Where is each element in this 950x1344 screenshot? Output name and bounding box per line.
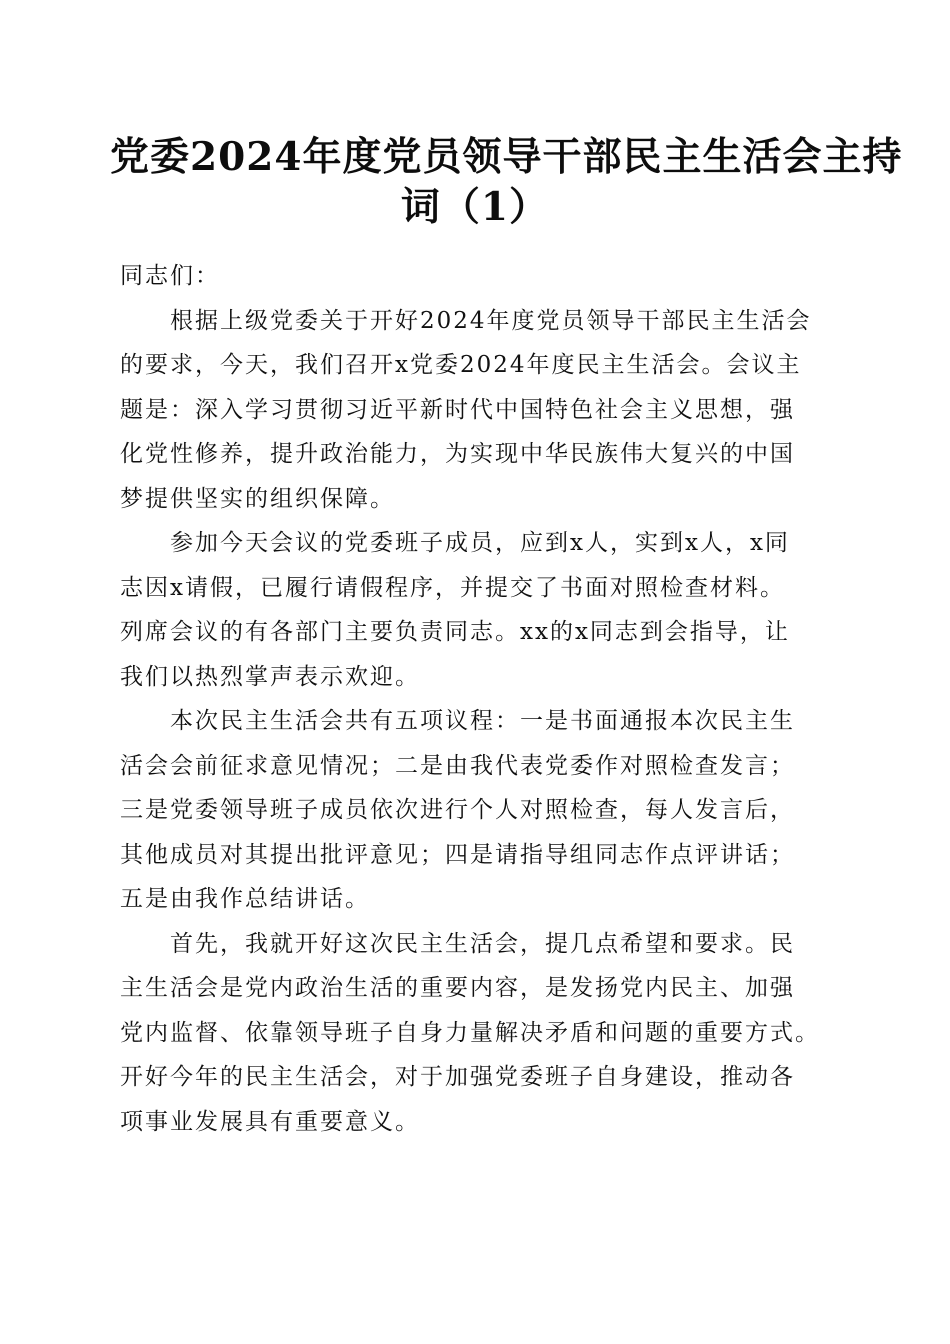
paragraph-line: 根据上级党委关于开好2024年度党员领导干部民主生活会 <box>170 307 812 334</box>
paragraph-line: 我们以热烈掌声表示欢迎。 <box>120 663 420 690</box>
paragraph-line: 主生活会是党内政治生活的重要内容，是发扬党内民主、加强 <box>120 975 795 1001</box>
document-title <box>110 132 903 232</box>
paragraph-line: 党内监督、依靠领导班子自身力量解决矛盾和问题的重要方式。 <box>120 1019 820 1046</box>
paragraph-line: 活会会前征求意见情况；二是由我代表党委作对照检查发言； <box>120 752 795 779</box>
paragraph-line: 三是党委领导班子成员依次进行个人对照检查，每人发言后， <box>120 797 795 823</box>
paragraph-line: 本次民主生活会共有五项议程：一是书面通报本次民主生 <box>170 708 795 734</box>
salutation: 同志们： <box>120 263 220 289</box>
paragraph-line: 项事业发展具有重要意义。 <box>120 1108 420 1135</box>
paragraph-line: 化党性修养，提升政治能力，为实现中华民族伟大复兴的中国 <box>120 441 795 467</box>
title-line-2: 词（1） <box>400 184 550 230</box>
paragraph-line: 首先，我就开好这次民主生活会，提几点希望和要求。民 <box>170 930 795 957</box>
paragraph-line: 题是：深入学习贯彻习近平新时代中国特色社会主义思想，强 <box>120 396 795 423</box>
paragraph-2 <box>120 521 840 699</box>
document-body <box>120 254 840 1144</box>
paragraph-1 <box>120 299 840 522</box>
title-line-1: 党委2024年度党员领导干部民主生活会主持 <box>110 134 903 180</box>
paragraph-line: 志因x请假，已履行请假程序，并提交了书面对照检查材料。 <box>120 574 785 601</box>
paragraph-line: 其他成员对其提出批评意见；四是请指导组同志作点评讲话； <box>120 841 795 868</box>
paragraph-line: 开好今年的民主生活会，对于加强党委班子自身建设，推动各 <box>120 1064 795 1090</box>
paragraph-line: 参加今天会议的党委班子成员，应到x人，实到x人，x同 <box>170 530 790 556</box>
paragraph-line: 五是由我作总结讲话。 <box>120 886 370 912</box>
paragraph-line: 列席会议的有各部门主要负责同志。xx的x同志到会指导，让 <box>120 619 790 645</box>
paragraph-line: 梦提供坚实的组织保障。 <box>120 485 395 512</box>
paragraph-3 <box>120 699 840 922</box>
paragraph-line: 的要求，今天，我们召开x党委2024年度民主生活会。会议主 <box>120 352 802 378</box>
paragraph-4 <box>120 922 840 1145</box>
